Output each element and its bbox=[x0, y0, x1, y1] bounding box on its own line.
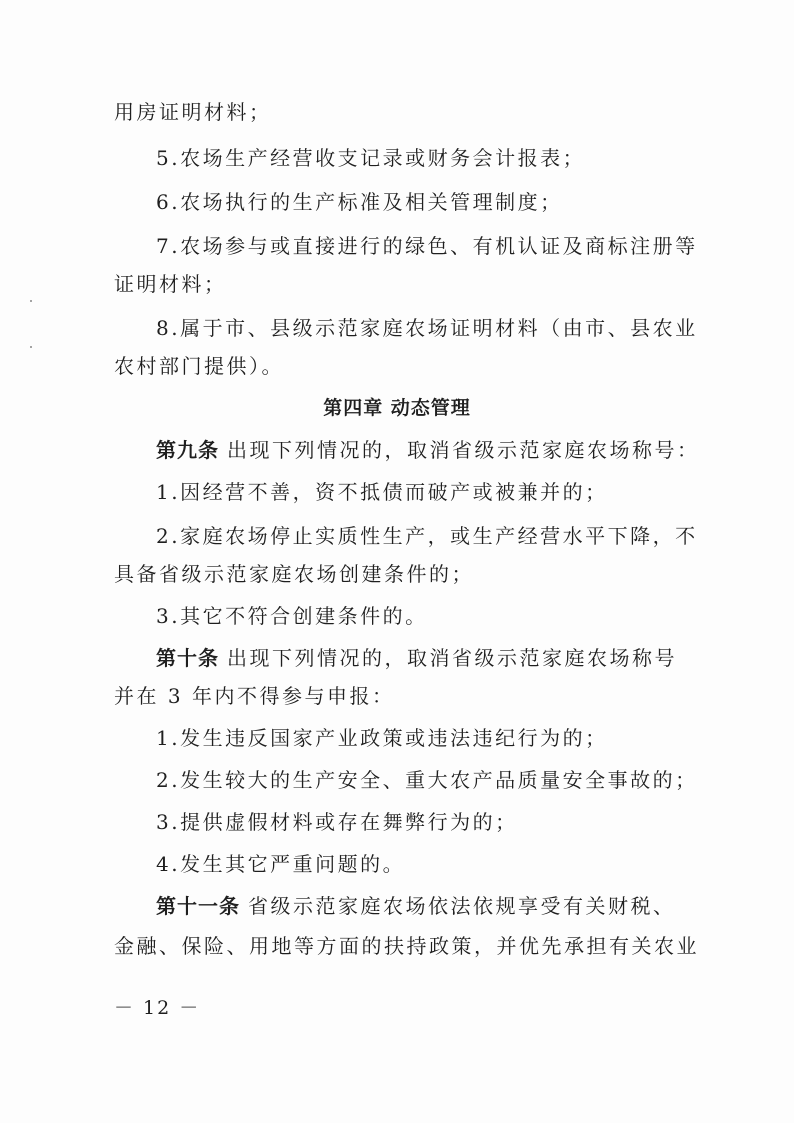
list-item: 4.发生其它严重问题的。 bbox=[156, 852, 406, 876]
article-11-title: 第十一条 bbox=[156, 894, 240, 918]
article-10 bbox=[156, 644, 716, 672]
text-line: 证明材料； bbox=[114, 272, 227, 296]
text-line: 并在 3 年内不得参与申报： bbox=[114, 684, 395, 708]
list-item: 2.家庭农场停止实质性生产，或生产经营水平下降，不 bbox=[156, 524, 698, 548]
text-line: 用房证明材料； bbox=[114, 100, 272, 124]
page-number: － 12 － bbox=[114, 997, 201, 1019]
scan-speck bbox=[30, 300, 32, 302]
article-11-text: 省级示范家庭农场依法依规享受有关财税、 bbox=[248, 894, 676, 918]
chapter-heading: 第四章 动态管理 bbox=[323, 397, 471, 419]
list-item: 1.发生违反国家产业政策或违法违纪行为的； bbox=[156, 726, 608, 750]
text-line: 农村部门提供）。 bbox=[114, 354, 284, 378]
article-9-title: 第九条 bbox=[156, 438, 219, 462]
article-9 bbox=[156, 436, 716, 464]
list-item: 3.其它不符合创建条件的。 bbox=[156, 604, 428, 628]
scan-speck bbox=[30, 346, 32, 348]
article-10-title: 第十条 bbox=[156, 646, 219, 670]
article-10-text: 出现下列情况的，取消省级示范家庭农场称号 bbox=[227, 646, 677, 670]
list-item: 3.提供虚假材料或存在舞弊行为的； bbox=[156, 810, 518, 834]
list-item: 7.农场参与或直接进行的绿色、有机认证及商标注册等 bbox=[156, 234, 698, 258]
text-line: 具备省级示范家庭农场创建条件的； bbox=[114, 562, 474, 586]
list-item: 1.因经营不善，资不抵债而破产或被兼并的； bbox=[156, 480, 608, 504]
list-item: 6.农场执行的生产标准及相关管理制度； bbox=[156, 190, 563, 214]
article-11 bbox=[156, 892, 716, 920]
list-item: 5.农场生产经营收支记录或财务会计报表； bbox=[156, 146, 586, 170]
list-item: 2.发生较大的生产安全、重大农产品质量安全事故的； bbox=[156, 768, 698, 792]
article-9-text: 出现下列情况的，取消省级示范家庭农场称号： bbox=[227, 438, 700, 462]
text-line: 金融、保险、用地等方面的扶持政策，并优先承担有关农业 bbox=[114, 934, 699, 958]
list-item: 8.属于市、县级示范家庭农场证明材料（由市、县农业 bbox=[156, 316, 698, 340]
